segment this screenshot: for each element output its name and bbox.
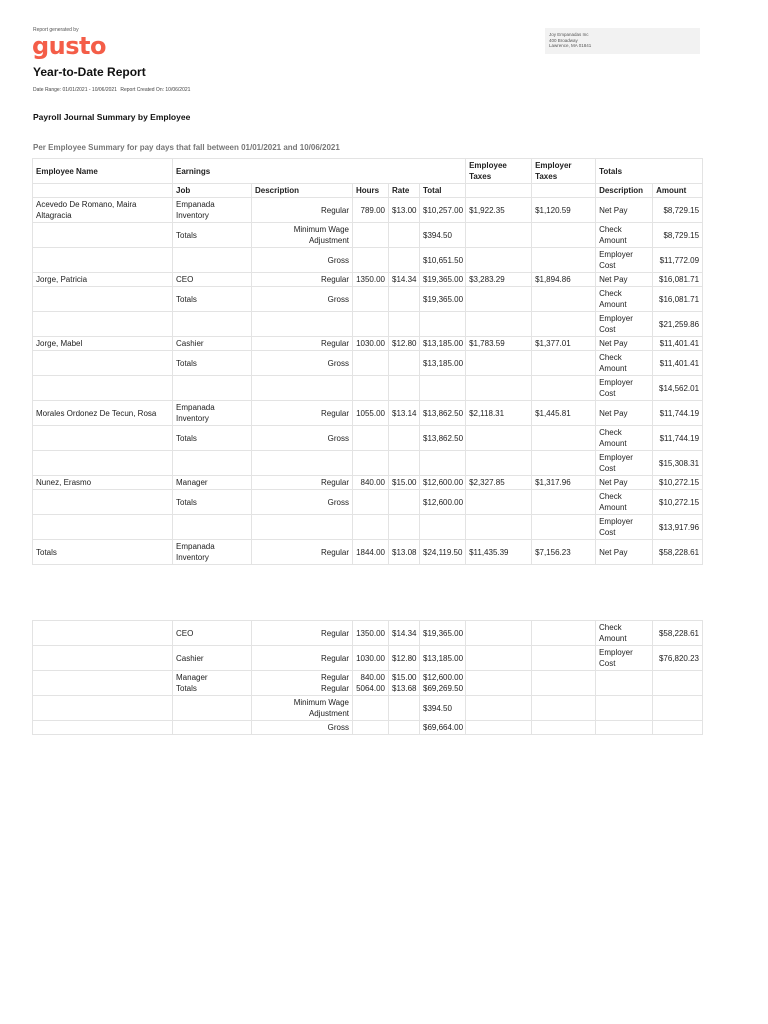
table-cell: Regular — [252, 476, 353, 490]
table-cell: $1,377.01 — [532, 337, 596, 351]
table-cell: Check Amount — [596, 287, 653, 312]
table-row — [33, 490, 703, 515]
table-cell: Morales Ordonez De Tecun, Rosa — [33, 401, 173, 426]
table-cell: Empanada Inventory — [173, 198, 252, 223]
table-cell: Gross — [252, 721, 353, 735]
table-cell: Employer Cost — [596, 451, 653, 476]
table-cell: $10,272.15 — [653, 490, 703, 515]
blank-cell — [466, 184, 532, 198]
table-row — [33, 621, 703, 646]
table-cell: 1844.00 — [353, 540, 389, 565]
table-cell: Nunez, Erasmo — [33, 476, 173, 490]
report-meta — [33, 87, 192, 93]
page-title: Year-to-Date Report — [33, 65, 146, 79]
table-cell: $11,435.39 — [466, 540, 532, 565]
table-row — [33, 540, 703, 565]
table-cell — [353, 721, 389, 735]
table-cell — [389, 451, 420, 476]
table-cell: $12,600.00 $69,269.50 — [420, 671, 466, 696]
table-cell: 789.00 — [353, 198, 389, 223]
table-cell: $8,729.15 — [653, 198, 703, 223]
table-cell: Employer Cost — [596, 248, 653, 273]
table-cell: Regular — [252, 540, 353, 565]
table-cell: $58,228.61 — [653, 621, 703, 646]
table-cell: Regular — [252, 646, 353, 671]
table-cell: $11,401.41 — [653, 351, 703, 376]
table-cell — [420, 451, 466, 476]
table-cell — [420, 376, 466, 401]
employer-taxes-header: Employer Taxes — [532, 159, 596, 184]
table-row — [33, 273, 703, 287]
table-cell: 1350.00 — [353, 273, 389, 287]
table-cell — [466, 646, 532, 671]
table-cell — [596, 671, 653, 696]
table-cell: $58,228.61 — [653, 540, 703, 565]
table-cell: 1055.00 — [353, 401, 389, 426]
table-cell: $13.00 — [389, 198, 420, 223]
table-cell: Gross — [252, 248, 353, 273]
table-cell: Manager Totals — [173, 671, 252, 696]
table-cell: Net Pay — [596, 273, 653, 287]
table-cell — [173, 376, 252, 401]
table-cell: Empanada Inventory — [173, 401, 252, 426]
table-subheader-row — [33, 184, 703, 198]
table-cell — [466, 223, 532, 248]
payroll-summary-table-continued — [32, 620, 703, 735]
table-cell: $16,081.71 — [653, 273, 703, 287]
table-cell — [532, 451, 596, 476]
table-cell — [353, 696, 389, 721]
generated-by-label: Report generated by — [33, 27, 79, 33]
table-cell — [389, 248, 420, 273]
table-cell — [252, 451, 353, 476]
table-cell: $12,600.00 — [420, 476, 466, 490]
subsection-title: Per Employee Summary for pay days that fall between 01/01/2021 and 10/06/2021 — [33, 143, 340, 152]
table-cell: Employer Cost — [596, 312, 653, 337]
table-cell — [596, 696, 653, 721]
table-cell: $15,308.31 — [653, 451, 703, 476]
table-cell: Regular — [252, 401, 353, 426]
table-cell — [389, 426, 420, 451]
table-cell: Minimum Wage Adjustment — [252, 223, 353, 248]
table-cell: Jorge, Patricia — [33, 273, 173, 287]
table-cell: $21,259.86 — [653, 312, 703, 337]
table-cell — [532, 312, 596, 337]
table-cell: $14.34 — [389, 273, 420, 287]
table-cell — [389, 223, 420, 248]
table-cell — [532, 223, 596, 248]
table-cell: $24,119.50 — [420, 540, 466, 565]
table-cell: Totals — [173, 287, 252, 312]
table-cell: Cashier — [173, 646, 252, 671]
amount-header: Amount — [653, 184, 703, 198]
total-header: Total — [420, 184, 466, 198]
table-cell: $13,862.50 — [420, 426, 466, 451]
table-cell — [33, 451, 173, 476]
table-cell: Totals — [173, 351, 252, 376]
table-cell: $12.80 — [389, 337, 420, 351]
table-cell — [532, 248, 596, 273]
table-cell — [466, 312, 532, 337]
table-cell: Check Amount — [596, 223, 653, 248]
table-cell: Minimum Wage Adjustment — [252, 696, 353, 721]
table-cell: $13,917.96 — [653, 515, 703, 540]
table-cell — [653, 671, 703, 696]
table-cell — [33, 376, 173, 401]
table-cell: $16,081.71 — [653, 287, 703, 312]
table-cell — [532, 646, 596, 671]
table-cell — [173, 248, 252, 273]
table-cell — [353, 515, 389, 540]
table-cell — [33, 671, 173, 696]
table-cell — [173, 312, 252, 337]
table-cell: Gross — [252, 351, 353, 376]
table-cell — [532, 426, 596, 451]
table-cell — [653, 696, 703, 721]
table-cell — [33, 721, 173, 735]
table-cell: Employer Cost — [596, 515, 653, 540]
company-address-box — [545, 28, 700, 54]
table-cell — [33, 696, 173, 721]
table-cell: Net Pay — [596, 540, 653, 565]
table-cell — [252, 376, 353, 401]
table-cell — [252, 515, 353, 540]
table-cell: $10,651.50 — [420, 248, 466, 273]
table-cell: $13,185.00 — [420, 646, 466, 671]
table-cell: Check Amount — [596, 621, 653, 646]
table-cell: Gross — [252, 426, 353, 451]
gusto-logo: gusto — [32, 32, 107, 60]
table-cell — [173, 515, 252, 540]
created-on: Report Created On: 10/06/2021 — [120, 87, 191, 93]
table-cell: 840.00 5064.00 — [353, 671, 389, 696]
table-row — [33, 515, 703, 540]
table-cell: CEO — [173, 621, 252, 646]
table-cell: Acevedo De Romano, Maira Altagracia — [33, 198, 173, 223]
table-cell — [173, 451, 252, 476]
table-cell: $1,922.35 — [466, 198, 532, 223]
table-cell: Employer Cost — [596, 646, 653, 671]
table-cell — [389, 287, 420, 312]
table-cell — [466, 515, 532, 540]
table-cell: Regular — [252, 337, 353, 351]
description-header: Description — [252, 184, 353, 198]
table-cell: Manager — [173, 476, 252, 490]
table-cell: $69,664.00 — [420, 721, 466, 735]
table-cell — [353, 426, 389, 451]
table-cell: $11,401.41 — [653, 337, 703, 351]
table-cell — [173, 721, 252, 735]
table-cell — [33, 646, 173, 671]
table-cell: Net Pay — [596, 198, 653, 223]
table-cell: 1350.00 — [353, 621, 389, 646]
table-cell — [466, 351, 532, 376]
company-city: Lawrence, MA 01841 — [549, 43, 592, 48]
table-cell: $3,283.29 — [466, 273, 532, 287]
table-cell: Regular — [252, 621, 353, 646]
table-cell: $1,783.59 — [466, 337, 532, 351]
table-cell: Cashier — [173, 337, 252, 351]
table-cell: Net Pay — [596, 401, 653, 426]
table-cell: $394.50 — [420, 223, 466, 248]
table-row — [33, 426, 703, 451]
table-cell — [466, 376, 532, 401]
table-row — [33, 476, 703, 490]
table-cell — [596, 721, 653, 735]
table-cell — [389, 351, 420, 376]
table-cell: Jorge, Mabel — [33, 337, 173, 351]
rate-header: Rate — [389, 184, 420, 198]
table-cell — [466, 621, 532, 646]
section-title: Payroll Journal Summary by Employee — [33, 112, 191, 122]
table-cell: 1030.00 — [353, 337, 389, 351]
date-range: Date Range: 01/01/2021 - 10/06/2021 — [33, 87, 117, 93]
table-cell: Check Amount — [596, 351, 653, 376]
table-cell — [353, 490, 389, 515]
table-cell: $10,257.00 — [420, 198, 466, 223]
table-cell — [33, 312, 173, 337]
table-row — [33, 248, 703, 273]
table-cell: $7,156.23 — [532, 540, 596, 565]
table-cell — [33, 248, 173, 273]
totals-header: Totals — [596, 159, 703, 184]
table-row — [33, 451, 703, 476]
employee-name-header: Employee Name — [33, 159, 173, 184]
table-cell — [389, 312, 420, 337]
table-cell — [353, 248, 389, 273]
employee-taxes-header: Employee Taxes — [466, 159, 532, 184]
table-cell — [33, 621, 173, 646]
table-cell: $14,562.01 — [653, 376, 703, 401]
table-cell: Gross — [252, 287, 353, 312]
table-cell: $13,185.00 — [420, 351, 466, 376]
table-cell: $11,744.19 — [653, 426, 703, 451]
table-cell — [532, 721, 596, 735]
table-row — [33, 646, 703, 671]
table-cell: $1,120.59 — [532, 198, 596, 223]
blank-cell — [33, 184, 173, 198]
table-cell — [466, 696, 532, 721]
table-cell: Net Pay — [596, 476, 653, 490]
table-cell — [389, 721, 420, 735]
job-header: Job — [173, 184, 252, 198]
table-cell: 1030.00 — [353, 646, 389, 671]
table-row — [33, 312, 703, 337]
table-cell — [389, 490, 420, 515]
table-cell: $14.34 — [389, 621, 420, 646]
table-cell: $19,365.00 — [420, 287, 466, 312]
table-cell — [532, 490, 596, 515]
table-cell: Regular — [252, 198, 353, 223]
table-cell: $2,118.31 — [466, 401, 532, 426]
table-row — [33, 671, 703, 696]
table-cell — [466, 248, 532, 273]
table-cell: $1,445.81 — [532, 401, 596, 426]
table-cell: $394.50 — [420, 696, 466, 721]
table-cell — [389, 376, 420, 401]
table-cell — [389, 515, 420, 540]
table-cell: Totals — [173, 490, 252, 515]
table-cell — [466, 721, 532, 735]
table-cell: $19,365.00 — [420, 273, 466, 287]
table-cell — [353, 223, 389, 248]
table-cell: $19,365.00 — [420, 621, 466, 646]
table-cell — [466, 490, 532, 515]
table-cell: Employer Cost — [596, 376, 653, 401]
table-cell — [532, 621, 596, 646]
table-cell — [389, 696, 420, 721]
table-cell — [532, 287, 596, 312]
table-cell — [353, 287, 389, 312]
table-cell: Totals — [173, 426, 252, 451]
table-cell — [532, 696, 596, 721]
table-cell: Regular Regular — [252, 671, 353, 696]
table-cell: $10,272.15 — [653, 476, 703, 490]
hours-header: Hours — [353, 184, 389, 198]
company-street: 400 Broadway — [549, 37, 578, 43]
table-cell: Regular — [252, 273, 353, 287]
table-cell — [420, 515, 466, 540]
table-cell: 840.00 — [353, 476, 389, 490]
table-cell — [653, 721, 703, 735]
table-cell — [466, 451, 532, 476]
table-cell — [420, 312, 466, 337]
table-cell — [532, 515, 596, 540]
earnings-header: Earnings — [173, 159, 466, 184]
table-cell: Check Amount — [596, 426, 653, 451]
table-cell — [173, 696, 252, 721]
table-cell — [33, 515, 173, 540]
table-cell: $12.80 — [389, 646, 420, 671]
table-cell — [466, 287, 532, 312]
table-cell: Gross — [252, 490, 353, 515]
table-cell: $13.08 — [389, 540, 420, 565]
table-cell: Check Amount — [596, 490, 653, 515]
table-cell: $13,185.00 — [420, 337, 466, 351]
table-cell — [33, 223, 173, 248]
table-cell: Totals — [33, 540, 173, 565]
table-row — [33, 376, 703, 401]
table-cell: $1,317.96 — [532, 476, 596, 490]
table-cell: $2,327.85 — [466, 476, 532, 490]
table-cell — [33, 351, 173, 376]
table-cell: $15.00 — [389, 476, 420, 490]
table-row — [33, 721, 703, 735]
table-row — [33, 223, 703, 248]
table-row — [33, 198, 703, 223]
table-cell: Net Pay — [596, 337, 653, 351]
table-cell — [353, 312, 389, 337]
table-cell — [353, 451, 389, 476]
blank-cell — [532, 184, 596, 198]
table-cell: $13,862.50 — [420, 401, 466, 426]
table-cell — [532, 376, 596, 401]
table-cell: $11,772.09 — [653, 248, 703, 273]
table-cell — [33, 490, 173, 515]
table-cell — [353, 351, 389, 376]
table-row — [33, 696, 703, 721]
table-cell — [252, 312, 353, 337]
table-cell — [466, 426, 532, 451]
table-cell — [532, 671, 596, 696]
table-cell — [532, 351, 596, 376]
table-cell: $15.00 $13.68 — [389, 671, 420, 696]
table-cell: Totals — [173, 223, 252, 248]
table-header-row — [33, 159, 703, 184]
table-cell: Empanada Inventory — [173, 540, 252, 565]
table-cell: $13.14 — [389, 401, 420, 426]
totals-description-header: Description — [596, 184, 653, 198]
table-cell: $11,744.19 — [653, 401, 703, 426]
company-name: Joy Empanadas Inc — [549, 32, 589, 37]
table-cell: $1,894.86 — [532, 273, 596, 287]
table-cell: CEO — [173, 273, 252, 287]
payroll-summary-table — [32, 158, 703, 565]
table-cell — [33, 287, 173, 312]
table-cell: $76,820.23 — [653, 646, 703, 671]
table-cell: $12,600.00 — [420, 490, 466, 515]
table-row — [33, 351, 703, 376]
table-cell — [33, 426, 173, 451]
table-row — [33, 337, 703, 351]
table-cell — [353, 376, 389, 401]
table-cell — [466, 671, 532, 696]
table-row — [33, 287, 703, 312]
table-row — [33, 401, 703, 426]
table-cell: $8,729.15 — [653, 223, 703, 248]
